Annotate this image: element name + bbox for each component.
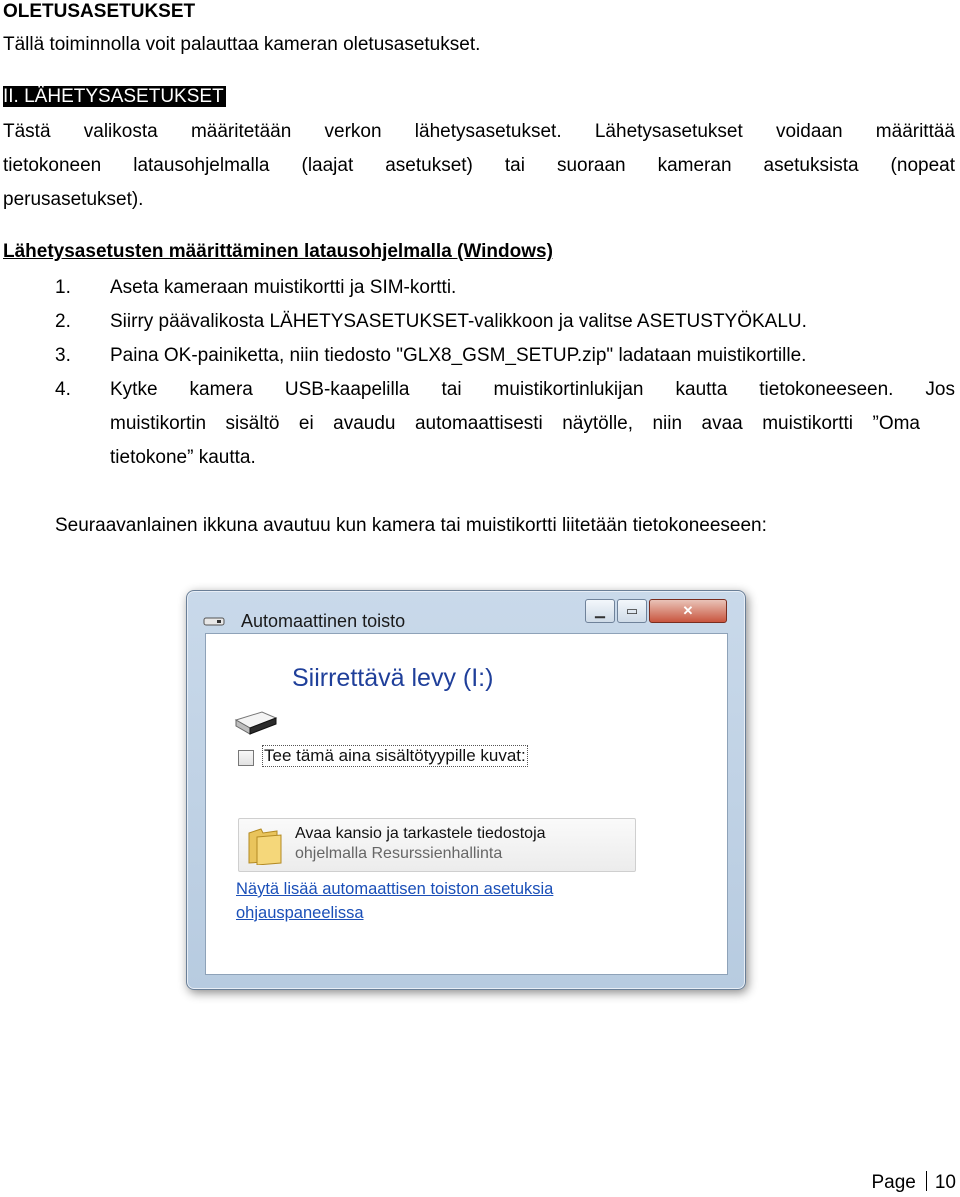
option-title: Avaa kansio ja tarkastele tiedostoja (295, 825, 546, 842)
step-text: tietokone” kautta. (110, 447, 256, 468)
step-number: 2. (55, 311, 71, 332)
always-do-this-checkbox[interactable] (238, 750, 254, 766)
paragraph-line: Tästä valikosta määritetään verkon lähetysasetukset. Lähetysasetukset voidaan määrittää (3, 121, 955, 142)
section-heading-lahetysasetukset (3, 85, 226, 109)
minimize-icon: ▁ (595, 603, 605, 618)
paragraph-line: perusasetukset). (3, 189, 144, 210)
page-number (871, 1171, 956, 1195)
page-label: Page (871, 1172, 916, 1193)
open-folder-option[interactable] (238, 818, 636, 872)
subheading: Lähetysasetusten määrittäminen latausohjelmalla (Windows) (3, 241, 553, 262)
checkbox-label[interactable]: Tee tämä aina sisältötyypille kuvat: (264, 746, 526, 765)
autoplay-settings-link[interactable]: Näytä lisää automaattisen toiston asetuksia (236, 880, 554, 898)
page-number-value: 10 (934, 1172, 956, 1193)
window-intro: Seuraavanlainen ikkuna avautuu kun kamera tai muistikortti liitetään tietokoneeseen: (55, 515, 767, 536)
paragraph-line: tietokoneen latausohjelmalla (laajat asetukset) tai suoraan kameran asetuksista (nopeat (3, 155, 955, 176)
close-button[interactable] (649, 599, 727, 623)
step-number: 4. (55, 379, 71, 400)
window-client-area (205, 633, 728, 975)
window-title: Automaattinen toisto (241, 611, 406, 631)
close-icon: ✕ (682, 603, 694, 618)
step-text: Paina OK-painiketta, niin tiedosto "GLX8_GSM_SETUP.zip" ladataan muistikortille. (110, 345, 807, 366)
removable-drive-icon (232, 690, 280, 740)
option-subtitle: ohjelmalla Resurssienhallinta (295, 845, 503, 862)
maximize-button[interactable] (617, 599, 647, 623)
step-number: 1. (55, 277, 71, 298)
step-text: muistikortin sisältö ei avaudu automaattisesti näytölle, niin avaa muistikortti ”Oma (110, 413, 920, 434)
maximize-icon: ▭ (625, 603, 639, 618)
minimize-button[interactable] (585, 599, 615, 623)
drive-icon (203, 615, 225, 627)
step-text: Siirry päävalikosta LÄHETYSASETUKSET-valikkoon ja valitse ASETUSTYÖKALU. (110, 311, 807, 332)
drive-title: Siirrettävä levy (I:) (292, 664, 494, 692)
section-text: Tällä toiminnolla voit palauttaa kameran oletusasetukset. (3, 34, 481, 55)
step-text: Aseta kameraan muistikortti ja SIM-kortti. (110, 277, 457, 298)
page-separator (926, 1171, 927, 1191)
highlighted-heading: II. LÄHETYSASETUKSET (3, 86, 224, 107)
section-heading-oletusasetukset: OLETUSASETUKSET (3, 1, 196, 22)
step-number: 3. (55, 345, 71, 366)
step-text: Kytke kamera USB-kaapelilla tai muistikortinlukijan kautta tietokoneeseen. Jos (110, 379, 955, 400)
autoplay-settings-link-cont[interactable]: ohjauspaneelissa (236, 904, 364, 922)
folder-icon (247, 825, 283, 865)
autoplay-window (186, 590, 746, 990)
